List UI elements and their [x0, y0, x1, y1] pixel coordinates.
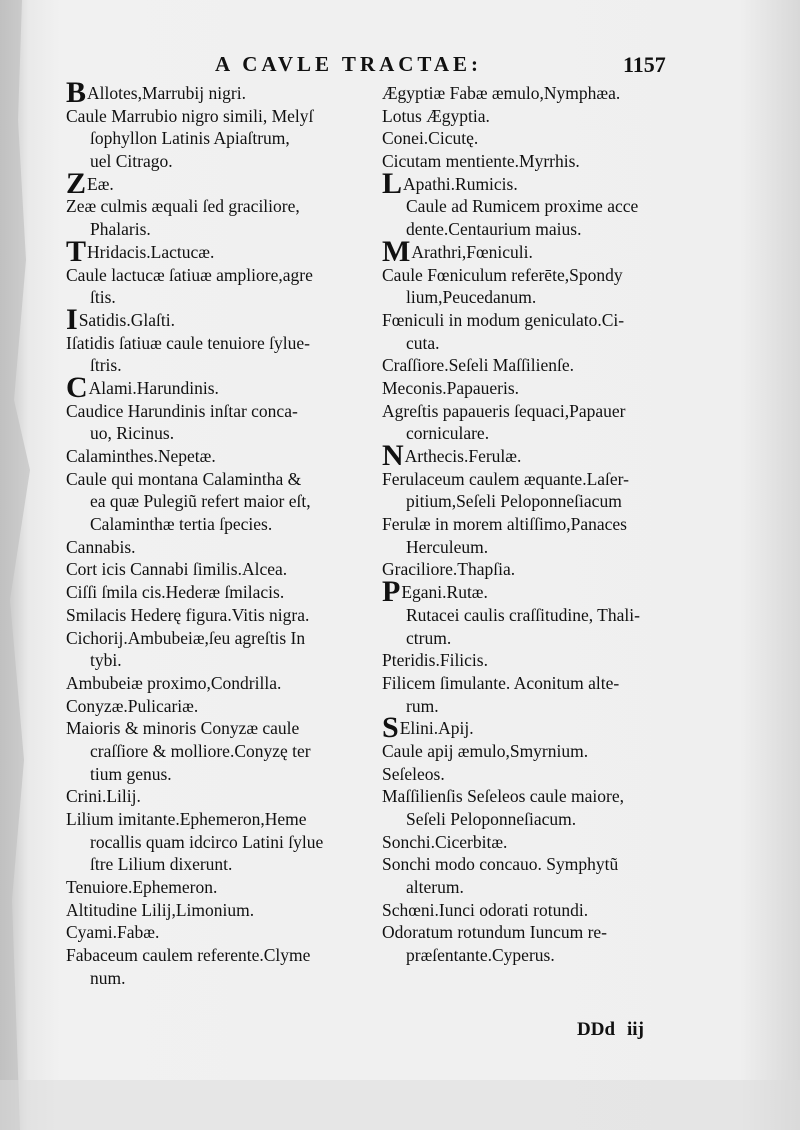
text-line [66, 370, 401, 404]
text-line [382, 332, 707, 355]
line-text: Alami.Harundinis. [88, 377, 219, 398]
text-line [382, 82, 707, 105]
text-line [66, 717, 401, 740]
running-title: A CAVLE TRACTAE: [215, 52, 483, 76]
text-line [382, 575, 707, 609]
initial-letter: P [382, 575, 401, 609]
text-line [66, 921, 401, 944]
text-line [382, 377, 707, 400]
line-text: Schœni.Iunci odorati rotundi. [382, 899, 589, 920]
line-text: Seſeleos. [382, 763, 445, 784]
text-line [382, 422, 707, 445]
line-text: ſtre Lilium dixerunt. [90, 854, 233, 875]
line-text: Caudice Harundinis inſtar conca- [66, 400, 298, 421]
text-line [66, 627, 401, 650]
text-line [66, 785, 401, 808]
line-text: rocallis quam idcirco Latini ſylue [90, 831, 324, 852]
line-text: Sonchi modo concauo. Symphytũ [382, 854, 619, 875]
line-text: Fœniculi in modum geniculato.Ci- [382, 309, 625, 330]
text-line [382, 468, 707, 491]
line-text: Tenuiore.Ephemeron. [66, 877, 218, 898]
text-line [66, 672, 401, 695]
line-text: Caule qui montana Calamintha & [66, 468, 302, 489]
text-line [66, 218, 401, 241]
text-line [66, 354, 401, 377]
line-text: Hridacis.Lactucæ. [87, 241, 215, 262]
text-line [66, 150, 401, 173]
line-text: Arathri,Fœniculi. [411, 241, 533, 262]
line-text: Conyzæ.Pulicariæ. [66, 695, 199, 716]
initial-letter: S [382, 711, 399, 745]
line-text: præſentante.Cyperus. [406, 945, 555, 966]
line-text: Ferulæ in morem altiſſimo,Panaces [382, 514, 627, 535]
line-text: Cicutam mentiente.Myrrhis. [382, 151, 580, 172]
text-line [382, 785, 707, 808]
text-line [382, 400, 707, 423]
text-line [66, 740, 401, 763]
text-line [66, 400, 401, 423]
page-number: 1157 [623, 52, 666, 77]
line-text: Caule lactucæ ſatiuæ ampliore,agre [66, 264, 313, 285]
line-text: Graciliore.Thapſia. [382, 559, 516, 580]
text-line [382, 234, 707, 268]
text-line [382, 166, 707, 200]
line-text: tium genus. [90, 763, 172, 784]
line-text: Caule apij æmulo,Smyrnium. [382, 740, 589, 761]
line-text: Cichorij.Ambubeiæ,ſeu agreſtis In [66, 627, 306, 648]
line-text: tybi. [90, 650, 122, 671]
right-column [382, 82, 707, 967]
text-line [66, 944, 401, 967]
text-line [382, 711, 707, 745]
line-text: dente.Centaurium maius. [406, 219, 582, 240]
line-text: corniculare. [406, 423, 490, 444]
text-line [382, 127, 707, 150]
line-text: Seſeli Peloponneſiacum. [406, 809, 577, 829]
line-text: alterum. [406, 877, 464, 898]
line-text: uo, Ricinus. [90, 423, 175, 444]
text-line [66, 695, 401, 718]
text-line [66, 558, 401, 581]
text-line [66, 264, 401, 287]
line-text: Agreſtis papaueris ſequaci,Papauer [382, 400, 626, 421]
line-text: Cyami.Fabæ. [66, 922, 160, 943]
line-text: Conei.Cicutę. [382, 128, 479, 149]
line-text: Pteridis.Filicis. [382, 650, 488, 671]
text-line [66, 468, 401, 491]
line-text: Rutacei caulis craſſitudine, Thali- [406, 604, 640, 625]
text-line [382, 309, 707, 332]
line-text: Egani.Rutæ. [401, 582, 488, 603]
line-text: Filicem ſimulante. Aconitum alte- [382, 672, 620, 693]
line-text: ſophyllon Latinis Apiaſtrum, [90, 128, 290, 149]
line-text: Lotus Ægyptia. [382, 105, 490, 126]
line-text: lium,Peucedanum. [406, 287, 537, 308]
text-line [66, 332, 401, 355]
initial-letter: N [382, 439, 404, 472]
text-line [66, 853, 401, 876]
text-line [66, 76, 401, 109]
line-text: Smilacis Hederę figura.Vitis nigra. [66, 604, 310, 625]
text-line [66, 899, 401, 922]
text-line [66, 127, 401, 150]
line-text: Fabaceum caulem referente.Clyme [66, 945, 311, 966]
initial-letter: C [66, 370, 88, 404]
text-line [382, 695, 707, 718]
line-text: pitium,Seſeli Peloponneſiacum [406, 491, 622, 512]
line-text: Allotes,Marrubij nigri. [87, 83, 246, 103]
line-text: Crini.Lilij. [66, 786, 141, 807]
line-text: Cort icis Cannabi ſimilis.Alcea. [66, 559, 288, 580]
line-text: Odoratum rotundum Iuncum re- [382, 922, 608, 943]
text-line [66, 763, 401, 786]
left-column [66, 76, 401, 990]
text-line [66, 808, 401, 831]
line-text: Apathi.Rumicis. [403, 173, 518, 194]
line-text: Ciſſi ſmila cis.Hederæ ſmilacis. [66, 582, 285, 603]
initial-letter: L [382, 166, 403, 200]
line-text: Caule Marrubio nigro simili, Melyſ [66, 105, 314, 126]
text-line [66, 604, 401, 627]
text-line [382, 649, 707, 672]
line-text: Arthecis.Ferulæ. [404, 446, 522, 466]
line-text: Altitudine Lilij,Limonium. [66, 899, 255, 920]
text-line [66, 422, 401, 445]
text-line [66, 166, 401, 200]
line-text: Meconis.Papaueris. [382, 377, 520, 398]
text-line [66, 831, 401, 854]
line-text: Elini.Apij. [399, 718, 474, 739]
line-text: Phalaris. [90, 219, 151, 240]
line-text: Maioris & minoris Conyzæ caule [66, 718, 300, 739]
page-header [0, 50, 800, 80]
signature-number: iij [627, 1019, 644, 1040]
line-text: Cannabis. [66, 536, 136, 557]
line-text: Calaminthes.Nepetæ. [66, 446, 216, 466]
line-text: Calaminthæ tertia ſpecies. [90, 514, 273, 535]
text-line [382, 150, 707, 173]
line-text: ſtris. [90, 355, 122, 376]
text-line [382, 831, 707, 854]
line-text: num. [90, 967, 126, 988]
text-line [382, 354, 707, 377]
text-line [382, 536, 707, 559]
text-line [382, 899, 707, 922]
line-text: Craſſiore.Seſeli Maſſilienſe. [382, 355, 574, 376]
text-line [66, 876, 401, 899]
text-line [66, 105, 401, 128]
initial-letter: B [66, 76, 87, 109]
text-line [382, 558, 707, 581]
line-text: rum. [406, 695, 439, 716]
text-line [382, 218, 707, 241]
signature-mark [577, 1019, 644, 1041]
text-line [382, 808, 707, 831]
line-text: Lilium imitante.Ephemeron,Heme [66, 809, 307, 829]
text-line [382, 195, 707, 218]
text-line [66, 967, 401, 990]
initial-letter: T [66, 234, 87, 268]
text-line [382, 513, 707, 536]
text-line [66, 286, 401, 309]
line-text: ea quæ Pulegiũ refert maior eſt, [90, 491, 311, 512]
text-line [66, 302, 401, 336]
text-line [382, 604, 707, 627]
text-line [382, 876, 707, 899]
text-line [382, 944, 707, 967]
signature-letters: DDd [577, 1019, 616, 1040]
text-line [66, 490, 401, 513]
initial-letter: M [382, 234, 411, 268]
line-text: Ægyptiæ Fabæ æmulo,Nymphæa. [382, 83, 621, 103]
line-text: Iſatidis ſatiuæ caule tenuiore ſylue- [66, 332, 310, 353]
text-line [382, 921, 707, 944]
line-text: Caule ad Rumicem proxime acce [406, 196, 639, 217]
text-line [382, 490, 707, 513]
text-line [382, 740, 707, 763]
text-line [382, 627, 707, 650]
line-text: Herculeum. [406, 536, 489, 557]
text-line [66, 649, 401, 672]
text-line [66, 536, 401, 559]
text-line [66, 445, 401, 468]
line-text: Sonchi.Cicerbitæ. [382, 831, 508, 852]
line-text: Zeæ culmis æquali ſed graciliore, [66, 196, 300, 217]
line-text: uel Citrago. [90, 151, 173, 172]
text-line [382, 763, 707, 786]
line-text: ſtis. [90, 287, 116, 308]
line-text: cuta. [406, 332, 440, 353]
text-line [66, 195, 401, 218]
line-text: Eæ. [87, 173, 114, 194]
text-line [382, 105, 707, 128]
text-line [382, 853, 707, 876]
text-line [66, 513, 401, 536]
text-line [382, 264, 707, 287]
initial-letter: Z [66, 166, 87, 200]
line-text: craſſiore & molliore.Conyzę ter [90, 740, 311, 761]
text-line [382, 672, 707, 695]
line-text: ctrum. [406, 627, 452, 648]
text-line [382, 439, 707, 472]
line-text: Caule Fœniculum referēte,Spondy [382, 264, 623, 285]
text-line [66, 234, 401, 268]
line-text: Ferulaceum caulem æquante.Laſer- [382, 468, 629, 489]
initial-letter: I [66, 302, 78, 336]
line-text: Ambubeiæ proximo,Condrilla. [66, 672, 282, 693]
line-text: Satidis.Glaſti. [78, 309, 175, 330]
text-line [66, 581, 401, 604]
text-line [382, 286, 707, 309]
line-text: Maſſilienſis Seſeleos caule maiore, [382, 786, 625, 807]
